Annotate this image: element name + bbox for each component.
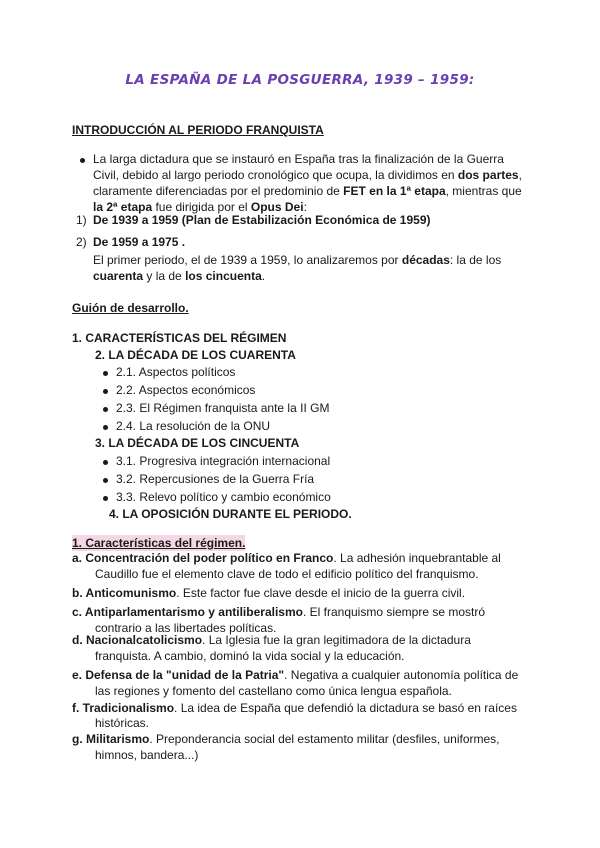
outline-item: 2.1. Aspectos políticos <box>116 365 236 379</box>
intro-paragraph-line: El primer periodo, el de 1939 a 1959, lo analizaremos por décadas: la de los <box>93 253 502 267</box>
outline-item: 3.2. Repercusiones de la Guerra Fría <box>116 472 315 486</box>
characteristic-d: d. Nacionalcatolicismo. La Iglesia fue la gran legitimadora de la dictadura <box>72 633 471 647</box>
characteristic-g: g. Militarismo. Preponderancia social del estamento militar (desfiles, uniformes, <box>72 732 500 746</box>
characteristic-e-cont: las regiones y fomento del castellano como única lengua española. <box>95 684 452 698</box>
characteristic-c: c. Antiparlamentarismo y antiliberalismo. El franquismo siempre se mostró <box>72 605 486 619</box>
bullet-icon <box>103 460 108 465</box>
bullet-icon <box>103 425 108 430</box>
intro-paragraph-line: cuarenta y la de los cincuenta. <box>93 269 266 283</box>
outline-section: 3. LA DÉCADA DE LOS CINCUENTA <box>95 436 300 450</box>
outline-item: 2.2. Aspectos económicos <box>116 383 256 397</box>
outline-item: 3.3. Relevo político y cambio económico <box>116 490 331 504</box>
intro-paragraph-line: claramente diferenciadas por el predominio de FET en la 1ª etapa, mientras que <box>93 184 522 198</box>
characteristic-f-cont: históricas. <box>95 716 150 730</box>
intro-paragraph-line: La larga dictadura que se instauró en España tras la finalización de la Guerra <box>93 152 504 166</box>
characteristic-f: f. Tradicionalismo. La idea de España que defendió la dictadura se basó en raíces <box>72 701 517 715</box>
outline-section: 2. LA DÉCADA DE LOS CUARENTA <box>95 348 296 362</box>
bullet-icon <box>103 478 108 483</box>
intro-paragraph-line: Civil, debido al largo periodo cronológico que ocupa, la dividimos en dos partes, <box>93 168 522 182</box>
bullet-icon <box>103 496 108 501</box>
bullet-icon <box>103 407 108 412</box>
section-heading: 1. Características del régimen. <box>72 536 246 550</box>
outline-item: 2.3. El Régimen franquista ante la II GM <box>116 401 330 415</box>
characteristic-a: a. Concentración del poder político en Franco. La adhesión inquebrantable al <box>72 551 501 565</box>
period-item: De 1939 a 1959 (Plan de Estabilización Económica de 1959) <box>93 213 431 227</box>
bullet-icon <box>103 371 108 376</box>
bullet-icon <box>103 389 108 394</box>
bullet-icon <box>80 158 85 163</box>
guion-heading: Guión de desarrollo. <box>72 301 189 315</box>
outline-section: 1. CARACTERÍSTICAS DEL RÉGIMEN <box>72 331 287 345</box>
characteristic-e: e. Defensa de la "unidad de la Patria". Negativa a cualquier autonomía política de <box>72 668 519 682</box>
outline-item: 2.4. La resolución de la ONU <box>116 419 271 433</box>
characteristic-d-cont: franquista. A cambio, dominó la vida social y la educación. <box>95 649 405 663</box>
numbered-marker: 2) <box>76 235 87 249</box>
outline-section: 4. LA OPOSICIÓN DURANTE EL PERIODO. <box>109 507 352 521</box>
intro-paragraph-line: la 2ª etapa fue dirigida por el Opus Dei: <box>93 200 307 214</box>
characteristic-b: b. Anticomunismo. Este factor fue clave desde el inicio de la guerra civil. <box>72 586 466 600</box>
outline-item: 3.1. Progresiva integración internacional <box>116 454 331 468</box>
characteristic-a-cont: Caudillo fue el elemento clave de todo el edificio político del franquismo. <box>95 567 479 581</box>
page-title: LA ESPAÑA DE LA POSGUERRA, 1939 – 1959: <box>125 72 475 88</box>
numbered-marker: 1) <box>76 213 87 227</box>
period-item: De 1959 a 1975 . <box>93 235 186 249</box>
characteristic-g-cont: himnos, bandera...) <box>95 748 199 762</box>
characteristic-c-cont: contrario a las libertades políticas. <box>95 621 277 635</box>
intro-heading: INTRODUCCIÓN AL PERIODO FRANQUISTA <box>72 123 324 137</box>
